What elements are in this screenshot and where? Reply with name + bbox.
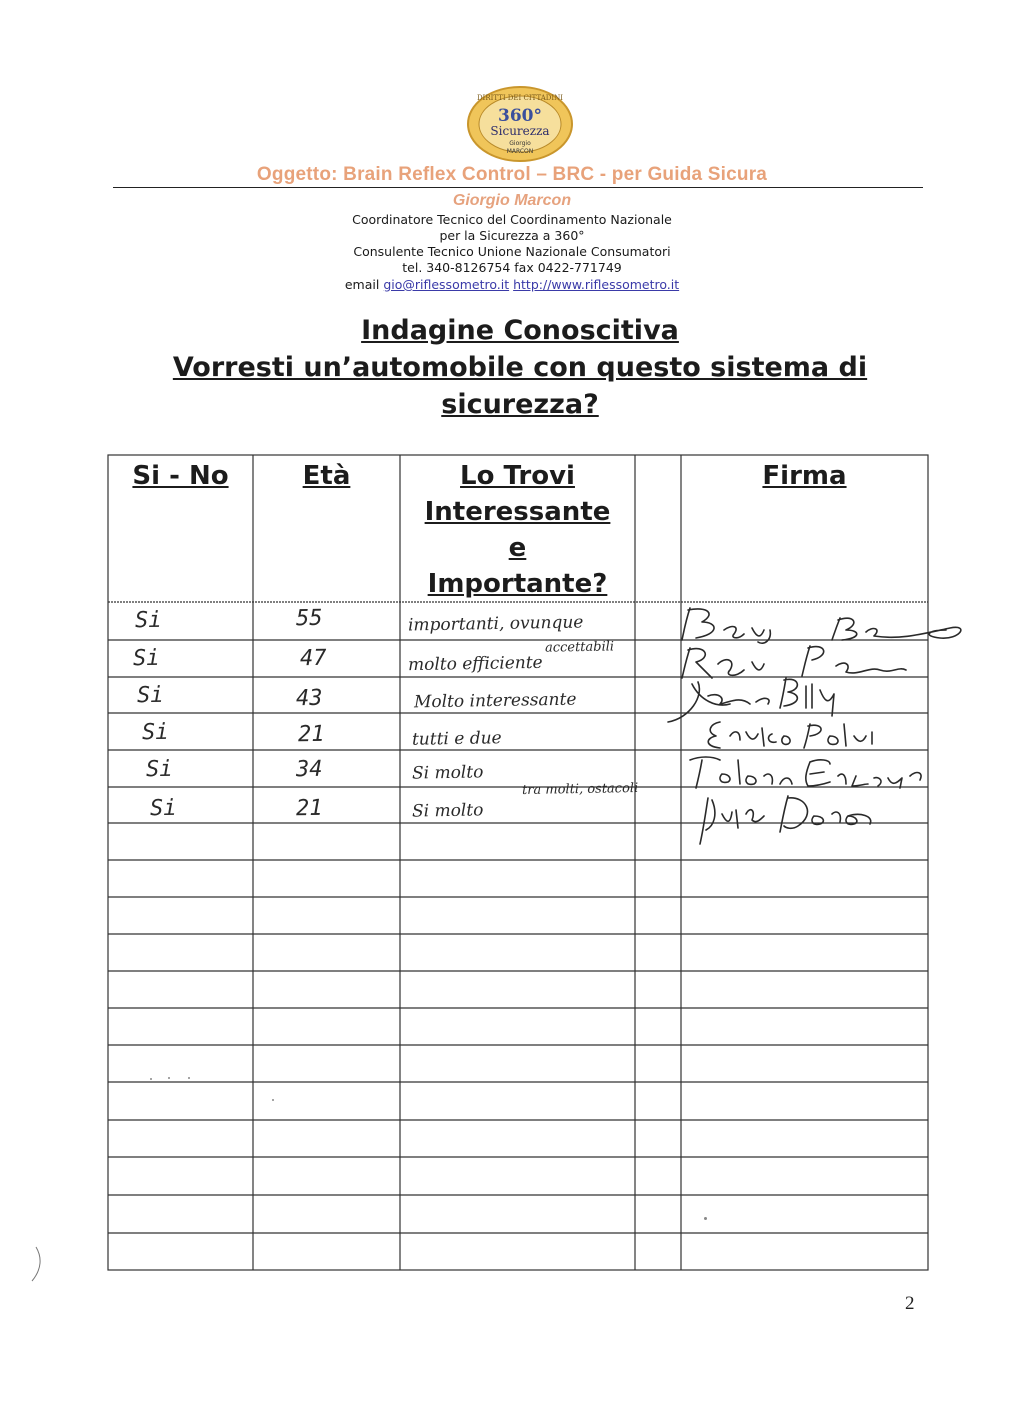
row-5-si-no: Si bbox=[145, 756, 173, 783]
author-role-2: per la Sicurezza a 360° bbox=[439, 228, 585, 243]
author-phone: tel. 340-8126754 fax 0422-771749 bbox=[402, 260, 622, 275]
title-line-3: sicurezza? bbox=[441, 389, 599, 420]
email-link[interactable]: gio@riflessometro.it bbox=[383, 277, 510, 292]
signature-text-3: Silvio Bilg bbox=[670, 842, 676, 843]
logo-name: Sicurezza bbox=[490, 124, 550, 138]
header-interesse-line-2: Interessante bbox=[424, 497, 611, 527]
logo-seal-icon bbox=[466, 86, 574, 162]
author-role-3: Consulente Tecnico Unione Nazionale Consumatori bbox=[353, 244, 671, 259]
signature-2 bbox=[682, 646, 906, 678]
row-4-risposta: tutti e due bbox=[411, 728, 502, 750]
document-subject: Oggetto: Brain Reflex Control – BRC - per Guida Sicura bbox=[256, 164, 768, 185]
signature-4 bbox=[708, 722, 872, 748]
header-interesse-line-3: e bbox=[508, 533, 527, 563]
row-4-eta: 21 bbox=[297, 721, 325, 748]
row-6-si-no: Si bbox=[149, 795, 177, 822]
row-5-risposta: Si molto bbox=[411, 762, 484, 784]
logo-360: 360° bbox=[498, 106, 542, 126]
author-name: Giorgio Marcon bbox=[452, 192, 572, 209]
header-eta: Età bbox=[302, 461, 351, 491]
scan-speck bbox=[272, 1099, 274, 1101]
header-interesse-line-4: Importante? bbox=[427, 569, 608, 599]
scan-speck bbox=[704, 1217, 707, 1220]
scan-speck bbox=[150, 1078, 152, 1080]
row-1-risposta: importanti, ovunque bbox=[407, 612, 584, 636]
header-si-no: Si - No bbox=[132, 461, 229, 491]
signature-text-1: Berg Ben bbox=[670, 840, 675, 841]
header-firma: Firma bbox=[762, 461, 847, 491]
author-contacts bbox=[0, 277, 1024, 293]
header-interesse bbox=[400, 458, 635, 602]
page-number: 2 bbox=[905, 1293, 915, 1314]
signature-5 bbox=[690, 757, 921, 788]
row-2-si-no: Si bbox=[132, 645, 160, 672]
row-3-eta: 43 bbox=[295, 685, 323, 712]
row-2-risposta: molto efficiente bbox=[407, 652, 543, 676]
row-6-risposta: Si molto bbox=[411, 800, 484, 822]
author-role-1: Coordinatore Tecnico del Coordinamento Nazionale bbox=[352, 212, 672, 227]
row-3-si-no: Si bbox=[136, 682, 164, 709]
row-5-eta: 34 bbox=[295, 756, 323, 783]
signatures-area bbox=[660, 600, 970, 850]
signature-text-4: Enrico Poloni bbox=[670, 843, 677, 844]
signature-6 bbox=[700, 796, 871, 844]
logo-bottom-2: MARCON bbox=[506, 148, 534, 155]
row-3-risposta: Molto interessante bbox=[413, 689, 577, 713]
signature-text-6: Proto Dongo bbox=[670, 845, 677, 846]
row-6-eta: 21 bbox=[295, 795, 323, 822]
title-line-2: Vorresti un’automobile con questo sistema di bbox=[172, 352, 868, 383]
row-2-risposta-extra: accettabili bbox=[544, 639, 615, 656]
website-link[interactable]: http://www.riflessometro.it bbox=[513, 277, 680, 292]
scan-speck bbox=[188, 1077, 190, 1079]
header-rule bbox=[113, 187, 923, 188]
title-line-1: Indagine Conoscitiva bbox=[361, 315, 679, 346]
signature-text-5: Polonio Enrico bbox=[670, 844, 678, 845]
logo-bottom-1: Giorgio bbox=[509, 140, 531, 147]
row-6-risposta-extra: tra molti, ostacoli bbox=[521, 780, 639, 799]
logo-arc-text: DIRITTI DEI CITTADINI bbox=[476, 94, 564, 102]
scan-mark bbox=[28, 1245, 44, 1285]
scan-speck bbox=[168, 1077, 170, 1079]
signature-3 bbox=[668, 678, 834, 722]
page-title bbox=[110, 312, 930, 423]
row-2-eta: 47 bbox=[299, 645, 327, 672]
row-1-si-no: Si bbox=[134, 607, 162, 634]
signature-text-2: Rossi Roberto bbox=[670, 841, 678, 842]
email-label: email bbox=[344, 277, 380, 292]
row-4-si-no: Si bbox=[141, 719, 169, 746]
header-interesse-line-1: Lo Trovi bbox=[460, 461, 575, 491]
row-1-eta: 55 bbox=[295, 605, 323, 632]
signature-1 bbox=[682, 608, 961, 643]
